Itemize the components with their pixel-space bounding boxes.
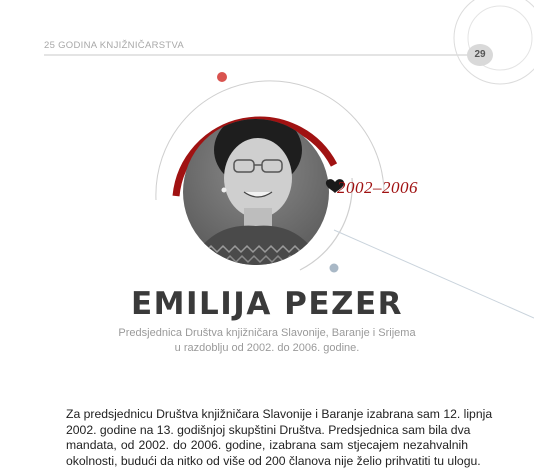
grey-dot bbox=[330, 264, 339, 273]
person-subtitle bbox=[0, 326, 534, 356]
subtitle-line: Predsjednica Društva knjižničara Slavonije, Baranje i Srijema bbox=[0, 326, 534, 341]
body-line: mandata, od 2002. do 2006. godine, izabrana sam stjecajem nezahvalnih bbox=[66, 438, 468, 454]
corner-circle-outer bbox=[454, 0, 534, 84]
page-number: 29 bbox=[467, 44, 493, 66]
years-label: 2002–2006 bbox=[337, 178, 418, 198]
body-line: Za predsjednicu Društva knjižničara Slavonije i Baranje izabrana sam 12. lipnja bbox=[66, 407, 468, 423]
body-paragraph bbox=[66, 407, 468, 469]
body-line: okolnosti, budući da nitko od više od 200 članova nije želio prihvatiti tu ulogu. bbox=[66, 454, 468, 469]
red-dot bbox=[217, 72, 227, 82]
person-name: EMILIJA PEZER bbox=[0, 286, 534, 322]
body-line: 2002. godine na 13. godišnjoj skupštini Društva. Predsjednica sam bila dva bbox=[66, 423, 468, 439]
running-title: 25 GODINA KNJIŽNIČARSTVA bbox=[44, 40, 184, 51]
subtitle-line: u razdoblju od 2002. do 2006. godine. bbox=[0, 341, 534, 356]
